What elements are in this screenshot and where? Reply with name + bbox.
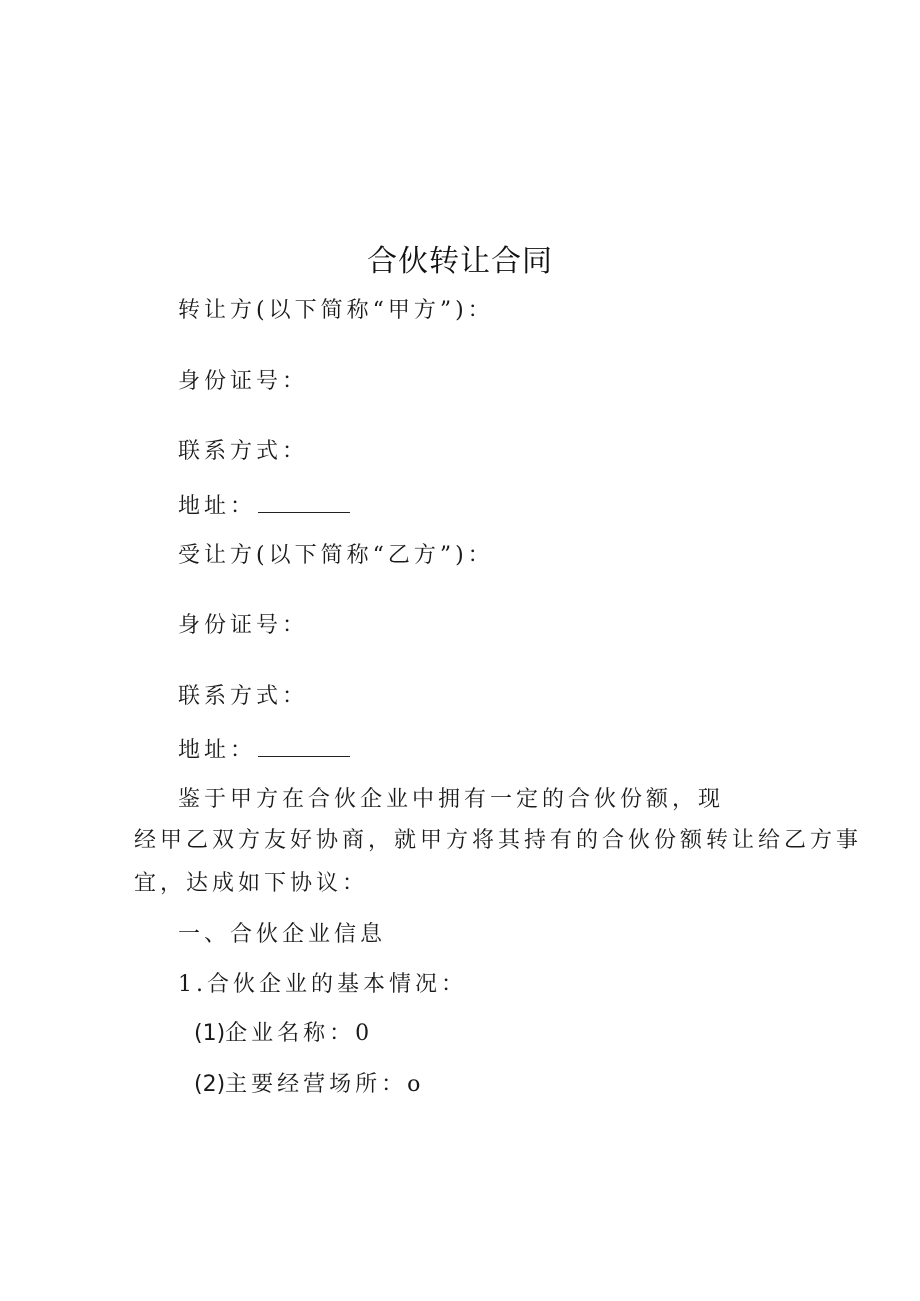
party-a-address-line bbox=[178, 490, 350, 522]
party-a-label: 转让方(以下简称“甲方”)： bbox=[178, 298, 494, 323]
party-a-id-label: 身份证号： bbox=[178, 369, 309, 394]
section-1-sub-1 bbox=[194, 1019, 373, 1049]
sub-1-number: (1) bbox=[194, 1021, 226, 1046]
party-b-label: 受让方(以下简称“乙方”)： bbox=[178, 543, 494, 568]
party-b-address-label: 地址： bbox=[178, 738, 257, 763]
sub-1-text: 企业名称：0 bbox=[225, 1021, 374, 1046]
party-b-address-line bbox=[178, 734, 350, 766]
section-1-item-1: 1.合伙企业的基本情况： bbox=[178, 972, 467, 997]
sub-2-number: (2) bbox=[194, 1072, 226, 1097]
preamble-line-2: 经甲乙双方友好协商，就甲方将其持有的合伙份额转让给乙方事 bbox=[134, 828, 863, 853]
party-a-address-label: 地址： bbox=[178, 494, 257, 519]
section-1-sub-2 bbox=[194, 1070, 424, 1100]
sub-2-text: 主要经营场所：o bbox=[225, 1072, 425, 1097]
preamble-line-3: 宜，达成如下协议： bbox=[134, 871, 369, 896]
party-b-id-label: 身份证号： bbox=[178, 613, 309, 638]
party-b-contact-label: 联系方式： bbox=[178, 684, 309, 709]
document-title: 合伙转让合同 bbox=[367, 244, 553, 279]
party-a-address-blank bbox=[258, 490, 350, 513]
party-b-address-blank bbox=[258, 734, 350, 757]
section-1-heading: 一、合伙企业信息 bbox=[178, 922, 387, 947]
preamble-line-1: 鉴于甲方在合伙企业中拥有一定的合伙份额，现 bbox=[178, 787, 725, 812]
party-a-contact-label: 联系方式： bbox=[178, 439, 309, 464]
